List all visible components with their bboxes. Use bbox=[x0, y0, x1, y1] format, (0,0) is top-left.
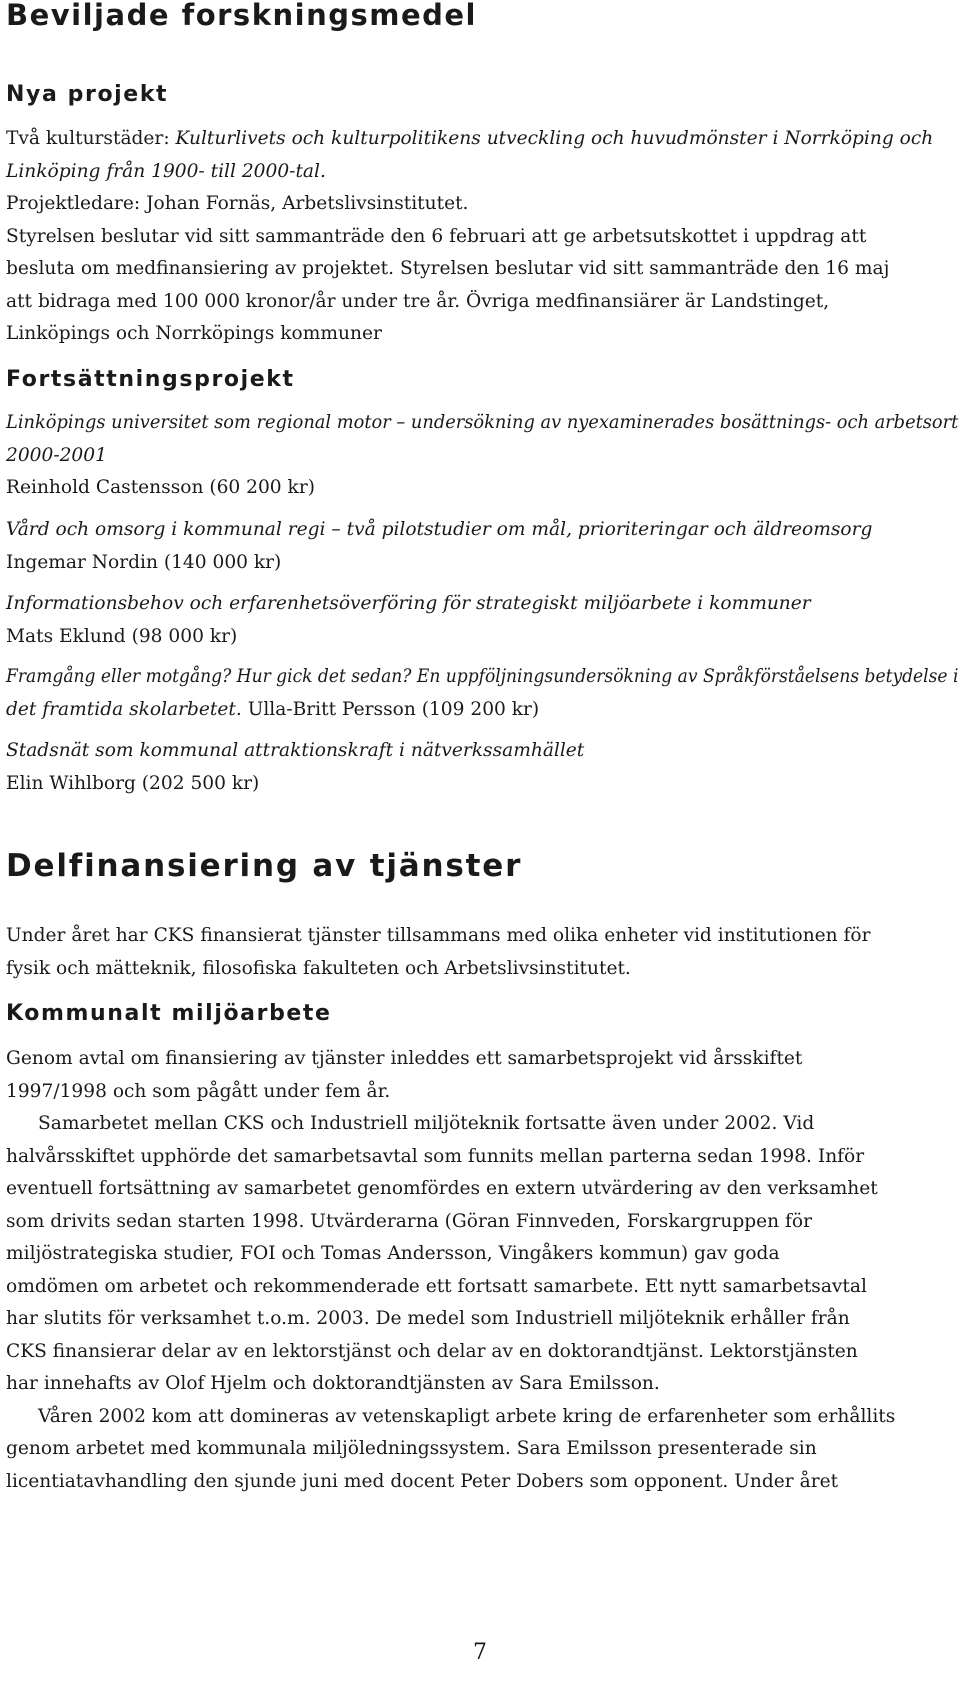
body-line: omdömen om arbetet och rekommenderade ett fortsatt samarbete. Ett nytt samarbetsavtal bbox=[6, 1275, 867, 1297]
body-line: Våren 2002 kom att domineras av vetenskapligt arbete kring de erfarenheter som erhållits bbox=[38, 1405, 896, 1427]
body-line: Genom avtal om finansiering av tjänster inleddes ett samarbetsprojekt vid årsskiftet bbox=[6, 1048, 803, 1069]
body-line: miljöstrategiska studier, FOI och Tomas Andersson, Vingåkers kommun) gav goda bbox=[6, 1243, 780, 1264]
project-title: Kulturlivets och kulturpolitikens utveckling och huvudmönster i Norrköping och bbox=[175, 128, 934, 149]
title-prefix: Två kulturstäder: bbox=[6, 128, 176, 149]
body-line: 1997/1998 och som pågått under fem år. bbox=[6, 1080, 391, 1102]
item-title: Informationsbehov och erfarenhetsöverföring för strategiskt miljöarbete i kommuner bbox=[6, 593, 811, 614]
nya-projekt-body bbox=[6, 123, 958, 351]
fortsattning-item-4 bbox=[6, 661, 958, 726]
fortsattning-item-1 bbox=[6, 407, 958, 505]
item-title: Stadsnät som kommunal attraktionskraft i nätverkssamhället bbox=[6, 740, 585, 761]
delfinansiering-body bbox=[6, 920, 958, 985]
item-person: Ulla-Britt Persson (109 200 kr) bbox=[241, 698, 540, 720]
item-title: Framgång eller motgång? Hur gick det sedan? En uppföljningsundersökning av Språkförståelsens betydelse i bbox=[6, 666, 959, 687]
body-line: Under året har CKS finansierat tjänster tillsammans med olika enheter vid institutionen för bbox=[6, 925, 871, 946]
heading-delfinansiering: Delfinansiering av tjänster bbox=[6, 848, 523, 884]
item-title-line bbox=[6, 694, 958, 727]
item-person: Mats Eklund (98 000 kr) bbox=[6, 625, 238, 647]
body-line: genom arbetet med kommunala miljöledningssystem. Sara Emilsson presenterade sin bbox=[6, 1438, 817, 1459]
item-person: Ingemar Nordin (140 000 kr) bbox=[6, 551, 282, 573]
project-leader: Projektledare: Johan Fornäs, Arbetslivsinstitutet. bbox=[6, 193, 469, 214]
fortsattning-item-5 bbox=[6, 735, 958, 800]
item-title: Linköpings universitet som regional motor – undersökning av nyexaminerades bosättnings- och arbetsort bbox=[6, 412, 959, 433]
body-line: har innehafts av Olof Hjelm och doktorandtjänsten av Sara Emilsson. bbox=[6, 1373, 660, 1394]
body-line: licentiatavhandling den sjunde juni med docent Peter Dobers som opponent. Under året bbox=[6, 1470, 839, 1492]
body-line: fysik och mätteknik, filosofiska fakulteten och Arbetslivsinstitutet. bbox=[6, 957, 631, 979]
page-number: 7 bbox=[473, 1640, 487, 1665]
page-title: Beviljade forskningsmedel bbox=[6, 0, 477, 32]
body-line: har slutits för verksamhet t.o.m. 2003. De medel som Industriell miljöteknik erhåller från bbox=[6, 1308, 850, 1329]
nya-projekt-line: att bidraga med 100 000 kronor/år under tre år. Övriga medfinansiärer är Landstinget, bbox=[6, 290, 830, 312]
heading-kommunalt-miljoarbete: Kommunalt miljöarbete bbox=[6, 1001, 332, 1026]
heading-nya-projekt: Nya projekt bbox=[6, 82, 169, 107]
body-line: CKS finansierar delar av en lektorstjänst och delar av en doktorandtjänst. Lektorstjänsten bbox=[6, 1340, 858, 1362]
item-title: 2000-2001 bbox=[6, 444, 107, 466]
heading-fortsattningsprojekt: Fortsättningsprojekt bbox=[6, 367, 295, 392]
body-line: Samarbetet mellan CKS och Industriell miljöteknik fortsatte även under 2002. Vid bbox=[38, 1113, 815, 1134]
nya-projekt-line: Styrelsen beslutar vid sitt sammanträde den 6 februari att ge arbetsutskottet i uppdrag att bbox=[6, 225, 867, 247]
nya-projekt-line: besluta om medfinansiering av projektet. Styrelsen beslutar vid sitt sammanträde den 16 maj bbox=[6, 258, 890, 279]
body-line: som drivits sedan starten 1998. Utvärderarna (Göran Finnveden, Forskargruppen för bbox=[6, 1210, 813, 1232]
fortsattning-item-3 bbox=[6, 588, 958, 653]
nya-projekt-line: Linköpings och Norrköpings kommuner bbox=[6, 323, 382, 344]
project-title-cont: Linköping från 1900- till 2000-tal. bbox=[6, 160, 326, 182]
item-title: Vård och omsorg i kommunal regi – två pilotstudier om mål, prioriteringar och äldreomsorg bbox=[6, 519, 873, 540]
kommunalt-body bbox=[6, 1043, 958, 1498]
item-person: Reinhold Castensson (60 200 kr) bbox=[6, 477, 315, 498]
item-title: det framtida skolarbetet. bbox=[6, 698, 242, 720]
body-line: halvårsskiftet upphörde det samarbetsavtal som funnits mellan parterna sedan 1998. Inför bbox=[6, 1145, 865, 1167]
nya-projekt-line bbox=[6, 123, 958, 156]
fortsattning-item-2 bbox=[6, 514, 958, 579]
item-person: Elin Wihlborg (202 500 kr) bbox=[6, 772, 260, 794]
body-line: eventuell fortsättning av samarbetet genomfördes en extern utvärdering av den verksamhet bbox=[6, 1178, 878, 1199]
